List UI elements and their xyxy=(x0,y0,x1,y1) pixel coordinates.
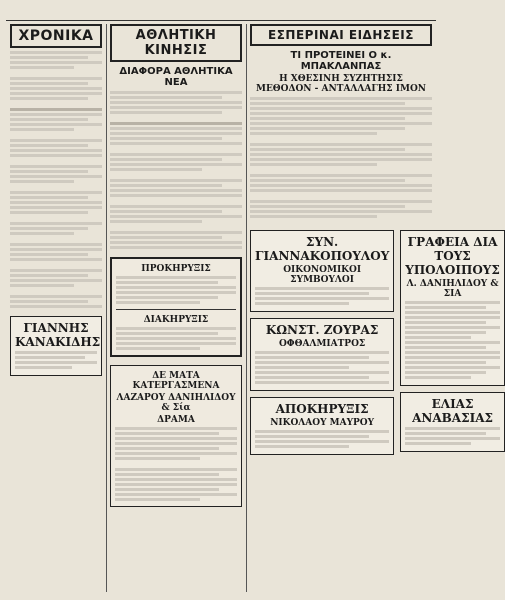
announcement-box xyxy=(110,257,242,357)
ad-mavrou-sub: ΝΙΚΟΛΑΟΥ ΜΑΥΡΟΥ xyxy=(270,418,375,428)
header-esperinai: ΕΣΠΕΡΙΝΑΙ ΕΙΔΗΣΕΙΣ xyxy=(250,24,432,46)
ad-offices-name: Λ. ΔΑΝΙΗΛΙΔΟΥ & ΣΙΑ xyxy=(406,279,499,299)
ad-offices-title: ΓΡΑΦΕΙΑ ΔΙΑ ΤΟΥΣ ΥΠΟΛΟΙΠΟΥΣ xyxy=(405,235,500,277)
header-chronika: ΧΡΟΝΙΚΑ xyxy=(10,24,102,48)
column-3 xyxy=(250,24,500,592)
announcement-diakiryxis: ΔΙΑΚΗΡΥΞΙΣ xyxy=(143,315,209,325)
subhead-athlitika: ΔΙΑΦΟΡΑ ΑΘΛΗΤΙΚΑ ΝΕΑ xyxy=(119,66,233,88)
column-divider-2 xyxy=(246,24,247,592)
subhead-col3: ΤΙ ΠΡΟΤΕΙΝΕΙ Ο κ. ΜΠΑΚΛΑΝΠΑΣ xyxy=(290,50,392,72)
ad-giannakopoulou-title: ΣΥΝ. ΓΙΑΝΝΑΚΟΠΟΥΛΟΥ xyxy=(255,235,390,263)
ad-kanakidis xyxy=(10,316,102,376)
column-3-ads xyxy=(250,224,500,455)
column-3-left-ads xyxy=(250,224,394,455)
ad-anavasias xyxy=(400,392,505,452)
column-3-text xyxy=(250,97,432,218)
subhead2-col3: Η ΧΘΕΣΙΝΗ ΣΥΖΗΤΗΣΙΣ ΜΕΘΟΔΟΝ - ΑΝΤΑΛΛΑΓΗΣ ΙΜΟΝ xyxy=(255,74,427,94)
ad-daniilidou-line1: ΔΕ ΜΑΤΑ ΚΑΤΕΡΓΑΣΜΕΝΑ xyxy=(132,371,220,391)
column-1 xyxy=(10,24,102,592)
column-1-text xyxy=(10,51,102,308)
ad-kanakidis-title: ΓΙΑΝΝΗΣ ΚΑΝΑΚΙΔΗΣ xyxy=(15,321,101,349)
ad-mavrou xyxy=(250,397,394,455)
column-divider-1 xyxy=(106,24,107,592)
header-athlitiki: ΑΘΛΗΤΙΚΗ ΚΙΝΗΣΙΣ xyxy=(110,24,242,62)
ad-mavrou-title: ΑΠΟΚΗΡΥΞΙΣ xyxy=(275,402,369,416)
column-2 xyxy=(110,24,242,592)
ad-daniilidou-line2: ΛΑΖΑΡΟΥ ΔΑΝΙΗΛΙΔΟΥ & Σία xyxy=(116,393,236,413)
ad-anavasias-title: ΕΛΙΑΣ ΑΝΑΒΑΣΙΑΣ xyxy=(412,397,494,425)
ad-daniilidou-line3: ΔΡΑΜΑ xyxy=(157,415,195,425)
ad-zouras-sub: ΟΦΘΑΛΜΙΑΤΡΟΣ xyxy=(278,339,366,349)
ad-daniilidou xyxy=(110,365,242,507)
top-rule xyxy=(6,20,436,21)
ad-daniilidou-offices xyxy=(400,230,505,386)
column-2-text xyxy=(110,91,242,249)
ad-giannakopoulou xyxy=(250,230,394,312)
ad-zouras-title: ΚΩΝΣΤ. ΖΟΥΡΑΣ xyxy=(265,323,379,337)
column-3-right-ads xyxy=(400,224,505,455)
ad-zouras xyxy=(250,318,394,391)
ad-giannakopoulou-sub: ΟΙΚΟΝΟΜΙΚΟΙ ΣΥΜΒΟΥΛΟΙ xyxy=(283,265,362,285)
announcement-prokiryxis: ΠΡΟΚΗΡΥΞΙΣ xyxy=(141,264,211,274)
